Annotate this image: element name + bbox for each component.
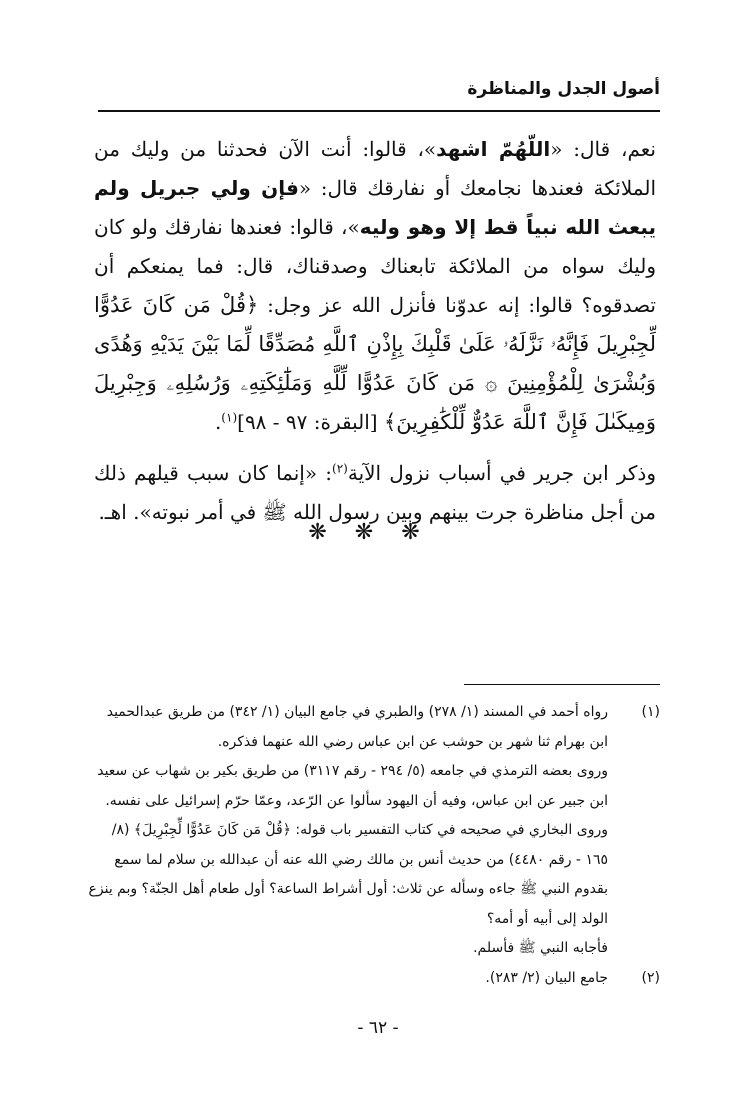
page-number: - ٦٢ - bbox=[357, 1018, 399, 1038]
paragraph-1 bbox=[94, 130, 656, 442]
footnote-1 bbox=[88, 698, 660, 964]
footnote-line: جامع البيان (٢/ ٢٨٣). bbox=[485, 969, 608, 986]
footnotes bbox=[88, 698, 660, 993]
footnote-line: بقدوم النبي ﷺ جاءه وسأله عن ثلاث: أول أشراط الساعة؟ أول طعام أهل الجنّة؟ وبم ينزع bbox=[88, 881, 608, 897]
p1-prayer-quote: اللّهُمّ اشهد bbox=[436, 137, 551, 161]
p1-text-2: »، قالوا: أنت الآن فحدثنا من وليك من الملائكة فعندها نجامعك أو نفارقك قال: « bbox=[94, 137, 656, 200]
footnote-line: فأجابه النبي ﷺ فأسلم. bbox=[473, 940, 608, 956]
footnote-line: الولد إلى أبيه أو أمه؟ bbox=[486, 910, 608, 927]
running-title: أصول الجدل والمناظرة bbox=[467, 79, 660, 99]
quran-verse: ﴿قُلْ مَن كَانَ عَدُوًّا لِّجِبْرِيلَ فَإِنَّهُۥ نَزَّلَهُۥ عَلَىٰ قَلْبِكَ بِإِذْنِ ٱللَّهِ مُصَدِّقًا لِّمَا بَيْنَ يَدَيْهِ وَهُدًى وَبُشْرَىٰ لِلْمُؤْمِنِينَ ۞ مَن كَانَ عَدُوًّا لِّلَّهِ وَمَلَٰٓئِكَتِهِۦ وَرُسُلِهِۦ وَجِبْرِيلَ وَمِيكَىٰلَ فَإِنَّ ٱللَّهَ عَدُوٌّ لِّلْكَٰفِرِينَ﴾ bbox=[94, 293, 656, 434]
star-ornament-icon: ❋ bbox=[308, 520, 355, 545]
footnote-2 bbox=[96, 964, 660, 994]
footnote-ref-2[interactable]: (٢) bbox=[332, 461, 348, 476]
footnote-line: ابن جبير عن ابن عباس، وفيه أن اليهود سألوا عن الرّعد، وعمّا حرّم إسرائيل على نفسه. bbox=[105, 792, 608, 809]
section-divider bbox=[0, 520, 756, 545]
footnote-line: رواه أحمد في المسند (١/ ٢٧٨) والطبري في جامع البيان (١/ ٣٤٢) من طريق عبدالحميد bbox=[106, 704, 608, 720]
footnote-number: (٢) bbox=[641, 969, 660, 986]
verse-reference: [البقرة: ٩٧ - ٩٨] bbox=[237, 410, 384, 434]
p1-text-end: . bbox=[214, 410, 222, 434]
header-rule bbox=[98, 110, 660, 112]
main-text bbox=[94, 130, 656, 532]
footnote-line: ١٦٥ - رقم ٤٤٨٠) من حديث أنس بن مالك رضي الله عنه أن عبدالله بن سلام لما سمع bbox=[114, 851, 608, 868]
p2-text-1: وذكر ابن جرير في أسباب نزول الآية bbox=[347, 461, 656, 485]
footnote-ref-1[interactable]: (١) bbox=[221, 410, 238, 425]
footnote-rule bbox=[464, 684, 660, 685]
footnote-line: وروى البخاري في صحيحه في كتاب التفسير باب قوله: ﴿قُلْ مَن كَانَ عَدُوًّا لِّجِبْرِيلَ﴾ (٨/ bbox=[111, 822, 608, 838]
p1-hadith-quote: فإن ولي جبريل ولم يبعث الله نبياً قط إلا وهو وليه bbox=[94, 176, 656, 239]
star-ornament-icon: ❋ bbox=[354, 520, 402, 545]
footnote-line: ابن بهرام ثنا شهر بن حوشب عن ابن عباس رضي الله عنهما فذكره. bbox=[217, 733, 608, 750]
p1-text-3: »، قالوا: فعندها نفارقك ولو كان وليك سواه من الملائكة تابعناك وصدقناك، قال: فما يمنعكم أن تصدقوه؟ قالوا: إنه عدوّنا فأنزل الله عز وجل: bbox=[94, 215, 656, 317]
footnote-line: وروى بعضه الترمذي في جامعه (٥/ ٢٩٤ - رقم ٣١١٧) من طريق بكير بن شهاب عن سعيد bbox=[97, 763, 608, 779]
footnote-number: (١) bbox=[641, 704, 660, 720]
star-ornament-icon: ❋ bbox=[401, 520, 448, 545]
p1-text-1: نعم، قال: « bbox=[550, 137, 656, 161]
p2-text-2: : «إنما كان سبب قيلهم ذلك من أجل مناظرة جرت بينهم وبين رسول الله ﷺ في أمر نبوته». اهـ. bbox=[94, 461, 656, 524]
